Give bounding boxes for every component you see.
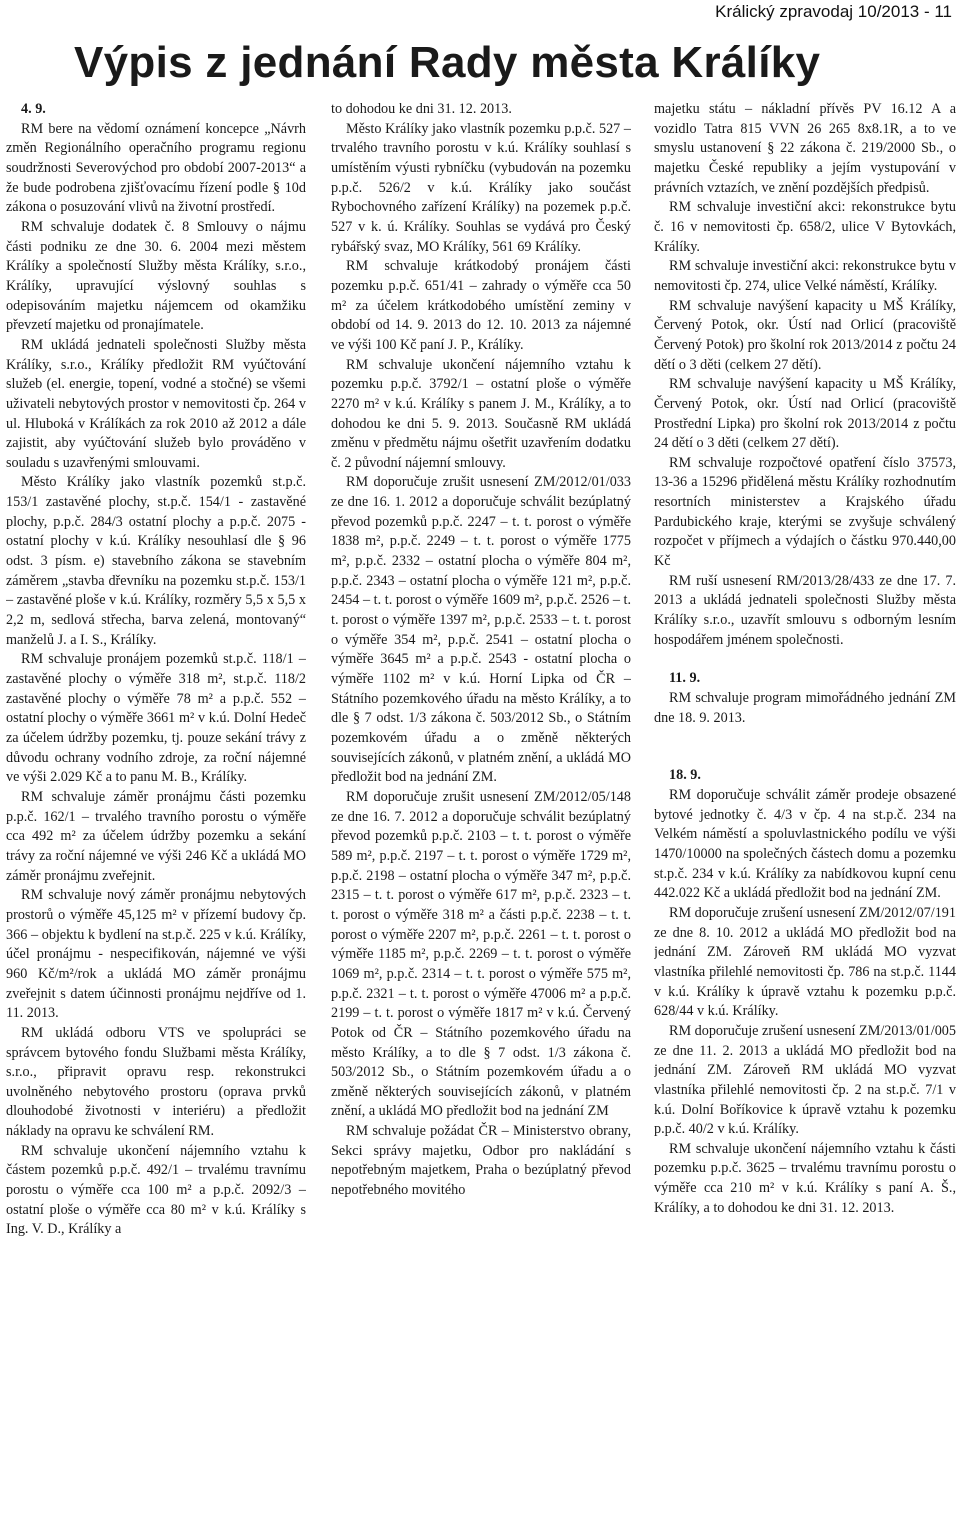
paragraph: RM schvaluje ukončení nájemního vztahu k části pozemku p.p.č. 3625 – trvalému travnímu porostu o výměře cca 210 m² v k.ú. Králíky s paní A. Š., Králíky, a to dohodou ke dni 31. 12. 2013.	[654, 1140, 956, 1216]
paragraph: majetku státu – nákladní přívěs PV 16.12 A a vozidlo Tatra 815 VVN 26 265 8x8.1R, a to ve smyslu ustanovení § 22 zákona č. 219/2000 Sb., o majetku České republiky a jejím vystupování v právních vztazích, ve znění pozdějších předpisů.	[654, 101, 956, 196]
meeting-date: 11. 9.	[669, 670, 701, 687]
paragraph: RM schvaluje požádat ČR – Ministerstvo obrany, Sekci správy majetku, Odbor pro nakládání s nepotřebným majetkem, Praha o bezúplatný převod nepotřebného movitého	[331, 1123, 631, 1199]
paragraph: RM schvaluje navýšení kapacity u MŠ Králíky, Červený Potok, okr. Ústí nad Orlicí (pracoviště Prostřední Lipka) pro školní rok 2013/2014 z počtu 24 dětí o 3 děti (celkem 27 dětí).	[654, 376, 956, 452]
text-column-3	[654, 100, 956, 1520]
paragraph: RM doporučuje zrušení usnesení ZM/2013/01/005 ze dne 11. 2. 2013 a ukládá MO předložit bod na jednání ZM. Zároveň RM ukládá MO vyzvat vlastníka přilehlé nemovitosti čp. 2 na st.p.č. 7/1 v k.ú. Dolní Boříkovice k úpravě vztahu k pozemku p.p.č. 40/2 v k.ú. Králíky.	[654, 1022, 956, 1138]
text-column-2	[331, 100, 631, 1520]
paragraph: RM schvaluje nový záměr pronájmu nebytových prostorů o výměře 45,125 m² v přízemí budovy čp. 366 – objektu k bydlení na st.p.č. 225 v k.ú. Králíky, účel pronájmu - nespecifikován, nájemné ve výši 960 Kč/m²/rok a ukládá MO záměr pronájmu zveřejnit s datem účinnosti pronájmu nejdříve od 1. 11. 2013.	[6, 887, 306, 1022]
paragraph: to dohodou ke dni 31. 12. 2013.	[331, 101, 512, 117]
paragraph: RM schvaluje pronájem pozemků st.p.č. 118/1 – zastavěné plochy o výměře 318 m², st.p.č. 118/2 zastavěné plochy o výměře 78 m² a p.p.č. 552 – ostatní plochy o výměře 3661 m² v k.ú. Dolní Hedeč za účelem údržby pozemku, tj. pouze sekání trávy z důvodu ochrany vodního zdroje, za roční nájemné ve výši 2.029 Kč a to panu M. B., Králíky.	[6, 651, 306, 786]
paragraph: RM doporučuje schválit záměr prodeje obsazené bytové jednotky č. 4/3 v čp. 4 na st.p.č. 234 na Velkém náměstí a spoluvlastnického podílu ve výši 1470/10000 na společných částech domu a pozemku st.p.č. 234 v k.ú. Králíky za nabídkovou kupní cenu 442.022 Kč a ukládá předložit bod na jednání ZM.	[654, 787, 956, 902]
paragraph: RM bere na vědomí oznámení koncepce „Návrh změn Regionálního operačního programu regionu soudržnosti Severovýchod pro období 2007-2013“ a že bude podrobena zjišťovacímu řízení podle § 10d zákona o posuzování vlivů na životní prostředí.	[6, 120, 306, 216]
meeting-date: 4. 9.	[21, 101, 46, 117]
paragraph: RM schvaluje dodatek č. 8 Smlouvy o nájmu části podniku ze dne 30. 6. 2004 mezi městem Králíky a společností Služby města Králíky, s.r.o., Králíky, upravující výslovný souhlas s odepisováním majetku nájemcem od okamžiku převzetí majetku od pronajímatele.	[6, 218, 306, 334]
paragraph: RM schvaluje program mimořádného jednání ZM dne 18. 9. 2013.	[654, 690, 956, 726]
paragraph: RM schvaluje ukončení nájemního vztahu k částem pozemků p.p.č. 492/1 – trvalému travnímu porostu o výměře cca 100 m² a p.p.č. 2092/3 – ostatní ploše o výměře cca 80 m² v k.ú. Králíky s Ing. V. D., Králíky a	[6, 1142, 306, 1238]
page-title: Výpis z jednání Rady města Králíky	[74, 38, 821, 87]
paragraph: RM schvaluje rozpočtové opatření číslo 37573, 13-36 a 15296 přidělená městu Králíky rozhodnutím resortních ministerstev a Krajského úřadu Pardubického kraje, kterými se zvyšuje schválený rozpočet v příjmech a výdajích o částku 970.440,00 Kč	[654, 454, 956, 570]
paragraph: RM schvaluje krátkodobý pronájem části pozemku p.p.č. 651/41 – zahrady o výměře cca 50 m² za účelem krátkodobého umístění zeminy v období od 14. 9. 2013 do 12. 10. 2013 za nájemné ve výši 100 Kč paní J. P., Králíky.	[331, 258, 631, 353]
paragraph: Město Králíky jako vlastník pozemků st.p.č. 153/1 zastavěné plochy, st.p.č. 154/1 - zastavěné plochy, p.p.č. 284/3 ostatní plochy a p.p.č. 2075 - ostatní plochy v k.ú. Králíky nesouhlasí dle § 96 odst. 3 písm. e) stavebního zákona se stavebním záměrem „stavba dřevníku na pozemku st.p.č. 153/1 – zastavěné ploše v k.ú. Králíky, rozměry 5,5 x 5,5 x 2,2 m, sedlová střecha, barva zelená, montovaný“ manželů J. a I. S., Králíky.	[6, 474, 306, 648]
paragraph: RM doporučuje zrušit usnesení ZM/2012/01/033 ze dne 16. 1. 2012 a doporučuje schválit bezúplatný převod pozemků p.p.č. 2247 – t. t. porost o výměře 1838 m², p.p.č. 2249 – t. t. porost o výměře 1775 m², p.p.č. 2332 – ostatní plocha o výměře 804 m², p.p.č. 2343 – ostatní plocha o výměře 121 m², p.p.č. 2454 – t. t. porost o výměře 1609 m², p.p.č. 2526 – t. t. porost o výměře 1397 m², p.p.č. 2533 – t. t. porost o výměře 354 m², p.p.č. 2541 – ostatní plocha o výměře 3645 m² a p.p.č. 2543 - ostatní plocha o výměře 1102 m² v k.ú. Horní Lipka od ČR – Státního pozemkového úřadu na město Králíky, a to dle § 7 odst. 1/3 zákona č. 503/2012 Sb., o Státním pozemkovém úřadu a o změně některých souvisejících zákonů, v platném znění, a ukládá MO předložit bod na jednání ZM.	[331, 474, 631, 786]
paragraph: Město Králíky jako vlastník pozemku p.p.č. 527 – trvalého travního porostu v k.ú. Králíky souhlasí s umístěním výusti rybníčku (vybudován na pozemku p.p.č. 526/2 v k.ú. Králíky jako součást Rybochovného zařízení Králíky) na pozemek p.p.č. 527 v k. ú. Králíky. Souhlas se vydává pro Český rybářský svaz, MO Králíky, 561 69 Králíky.	[331, 120, 631, 255]
text-column-1	[6, 100, 306, 1520]
paragraph: RM doporučuje zrušení usnesení ZM/2012/07/191 ze dne 8. 10. 2012 a ukládá MO předložit bod na jednání ZM. Zároveň RM ukládá MO vyzvat vlastníka přilehlé nemovitosti čp. 786 na st.p.č. 1144 v k.ú. Králíky k úpravě vztahu k pozemku p.p.č. 628/44 v k.ú. Králíky.	[654, 904, 956, 1020]
paragraph: RM ruší usnesení RM/2013/28/433 ze dne 17. 7. 2013 a ukládá jednateli společnosti Služby města Králíky s.r.o., uzavřít smlouvu s odborným lesním hospodářem jménem společnosti.	[654, 572, 956, 648]
paragraph: RM schvaluje investiční akci: rekonstrukce bytu v nemovitosti čp. 274, ulice Velké náměstí, Králíky.	[654, 258, 956, 294]
paragraph: RM ukládá jednateli společnosti Služby města Králíky, s.r.o., Králíky předložit RM vyúčtování služeb (el. energie, topení, vodné a stočné) se všemi uživateli nebytových prostor v nemovitosti čp. 264 v ul. Hluboká v Králíkách za rok 2010 až 2012 a dále zajistit, aby vyúčtování služeb bylo prováděno v souladu s uzavřenými smlouvami.	[6, 336, 306, 471]
paragraph: RM schvaluje záměr pronájmu části pozemku p.p.č. 162/1 – trvalého travního porostu o výměře cca 492 m² za účelem údržby pozemku a sekání trávy za roční nájemné ve výši 246 Kč a ukládá MO záměr pronájmu zveřejnit.	[6, 788, 306, 884]
issue-header: Králický zpravodaj 10/2013 - 11	[715, 2, 952, 21]
paragraph: RM schvaluje investiční akci: rekonstrukce bytu č. 16 v nemovitosti čp. 658/2, ulice V Bytovkách, Králíky.	[654, 199, 956, 255]
paragraph: RM doporučuje zrušit usnesení ZM/2012/05/148 ze dne 16. 7. 2012 a doporučuje schválit bezúplatný převod pozemků p.p.č. 2103 – t. t. porost o výměře 589 m², p.p.č. 2197 – t. t. porost o výměře 1729 m², p.p.č. 2198 – ostatní plocha o výměře 347 m², p.p.č. 2315 – t. t. porost o výměře 617 m², p.p.č. 2323 – t. t. porost o výměře 318 m² a části p.p.č. 2238 – t. t. porost o výměře 2207 m², p.p.č. 2261 – t. t. porost o výměře 1185 m², p.p.č. 2269 – t. t. porost o výměře 1069 m², p.p.č. 2314 – t. t. porost o výměře 575 m², p.p.č. 2321 – t. t. porost o výměře 47006 m² a p.p.č. 2199 – t. t. porost o výměře 1817 m² v k.ú. Červený Potok od ČR – Státního pozemkového úřadu na město Králíky, a to dle § 7 odst. 1/3 zákona č. 503/2012 Sb., o Státním pozemkovém úřadu a o změně některých souvisejících zákonů, v platném znění, a ukládá MO předložit bod na jednání ZM	[331, 788, 631, 1120]
meeting-date: 18. 9.	[669, 767, 701, 784]
paragraph: RM schvaluje navýšení kapacity u MŠ Králíky, Červený Potok, okr. Ústí nad Orlicí (pracoviště Červený Potok) pro školní rok 2013/2014 z počtu 24 dětí o 3 děti (celkem 27 dětí).	[654, 297, 956, 373]
paragraph: RM ukládá odboru VTS ve spolupráci se správcem bytového fondu Službami města Králíky, s.r.o., připravit opravu resp. rekonstrukci uvolněného nebytového prostoru (oprava prvků dlouhodobé životnosti v interiéru) a předložit náklady na opravu ke schválení RM.	[6, 1024, 306, 1140]
paragraph: RM schvaluje ukončení nájemního vztahu k pozemku p.p.č. 3792/1 – ostatní ploše o výměře 2270 m² v k.ú. Králíky s panem J. M., Králíky, a to dohodou ke dni 5. 9. 2013. Současně RM ukládá změnu v předmětu nájmu ošetřit uzavřením dodatku č. 2 původní nájemní smlouvy.	[331, 356, 631, 471]
